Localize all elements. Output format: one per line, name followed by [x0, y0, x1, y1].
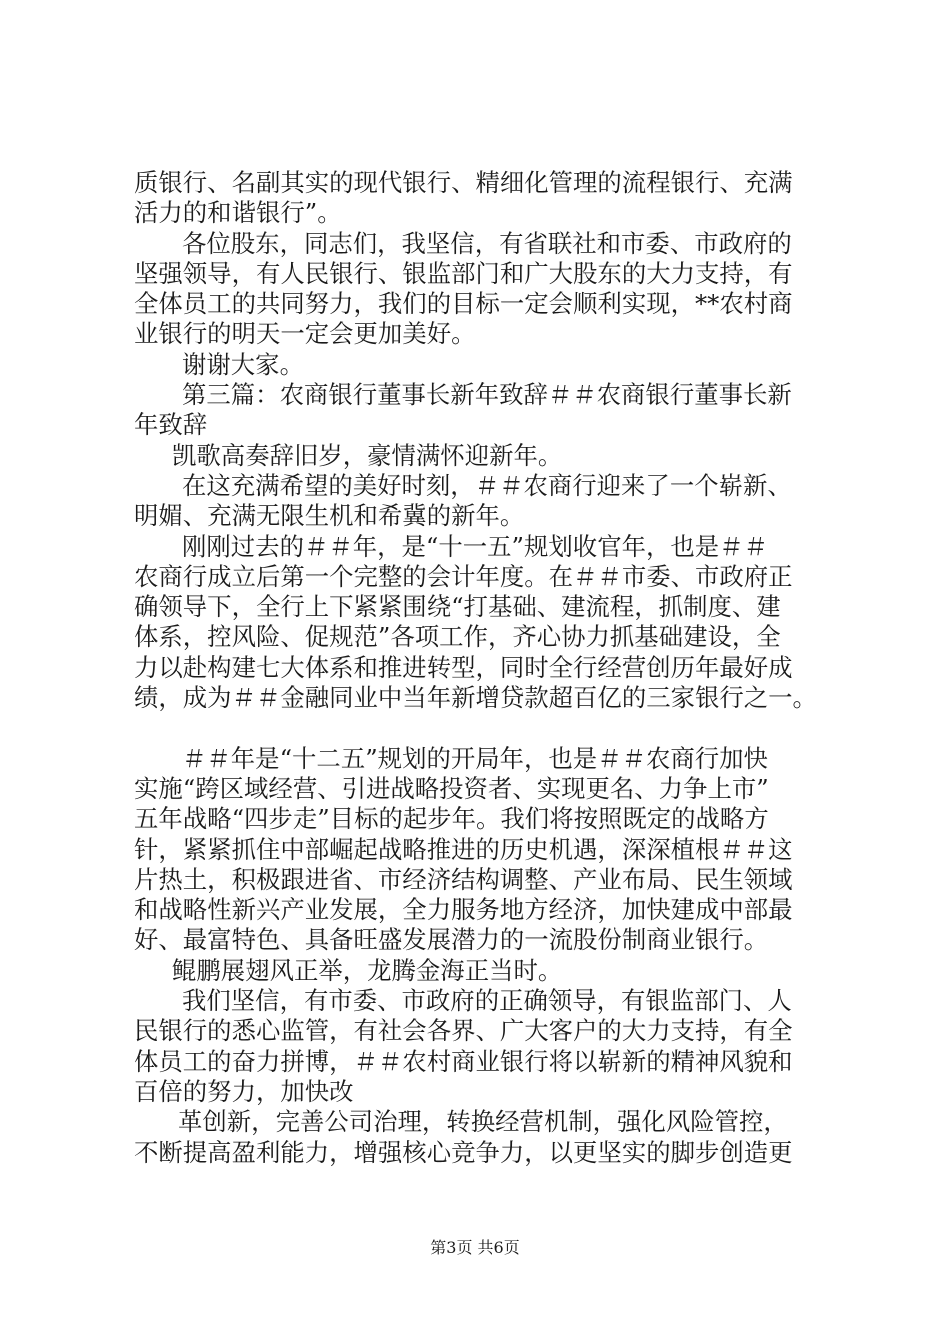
- text-line: 活力的和谐银行”。: [134, 198, 342, 228]
- text-line: 好、最富特色、具备旺盛发展潜力的一流股份制商业银行。: [134, 925, 769, 955]
- text-line: 不断提高盈利能力，增强核心竞争力，以更坚实的脚步创造更: [134, 1137, 793, 1167]
- text-line: 绩，成为＃＃金融同业中当年新增贷款超百亿的三家银行之一。: [134, 683, 817, 713]
- page-number-footer: 第3页 共6页: [430, 1238, 520, 1257]
- text-line: 各位股东，同志们，我坚信，有省联社和市委、市政府的: [182, 228, 792, 258]
- text-line: 民银行的悉心监管，有社会各界、广大客户的大力支持，有全: [134, 1016, 793, 1046]
- text-line: 坚强领导，有人民银行、银监部门和广大股东的大力支持，有: [134, 258, 793, 288]
- document-body: [134, 168, 834, 1168]
- text-line: 革创新，完善公司治理，转换经营机制，强化风险管控，: [178, 1107, 788, 1137]
- text-line: 和战略性新兴产业发展，全力服务地方经济，加快建成中部最: [134, 895, 793, 925]
- section-heading-line: 第三篇：农商银行董事长新年致辞＃＃农商银行董事长新: [182, 380, 792, 410]
- text-line: 明媚、充满无限生机和希冀的新年。: [134, 501, 525, 531]
- text-line: 刚刚过去的＃＃年，是“十一五”规划收官年，也是＃＃: [182, 531, 768, 561]
- text-line: 农商行成立后第一个完整的会计年度。在＃＃市委、市政府正: [134, 561, 793, 591]
- text-line: 体系，控风险、促规范”各项工作，齐心协力抓基础建设，全: [134, 622, 781, 652]
- text-line: 凯歌高奏辞旧岁，豪情满怀迎新年。: [172, 440, 563, 470]
- text-line: 质银行、名副其实的现代银行、精细化管理的流程银行、充满: [134, 168, 793, 197]
- text-line: 五年战略“四步走”目标的起步年。我们将按照既定的战略方: [134, 804, 769, 834]
- text-line: 体员工的奋力拼博，＃＃农村商业银行将以崭新的精神风貌和: [134, 1046, 793, 1076]
- text-line: 针，紧紧抓住中部崛起战略推进的历史机遇，深深植根＃＃这: [134, 834, 793, 864]
- text-line: 百倍的努力，加快改: [134, 1076, 354, 1106]
- text-line: 在这充满希望的美好时刻，＃＃农商行迎来了一个崭新、: [182, 470, 792, 500]
- text-line: 鲲鹏展翅风正举，龙腾金海正当时。: [172, 955, 563, 985]
- section-heading-line: 年致辞: [134, 410, 208, 440]
- text-line: ＃＃年是“十二五”规划的开局年，也是＃＃农商行加快: [182, 743, 768, 773]
- blank-line: [134, 713, 834, 743]
- text-line: 片热土，积极跟进省、市经济结构调整、产业布局、民生领域: [134, 864, 793, 894]
- text-line: 确领导下，全行上下紧紧围绕“打基础、建流程，抓制度、建: [134, 592, 781, 622]
- text-line: 力以赴构建七大体系和推进转型，同时全行经营创历年最好成: [134, 652, 793, 682]
- text-line: 实施“跨区域经营、引进战略投资者、实现更名、力争上市”: [134, 773, 769, 803]
- text-line: 业银行的明天一定会更加美好。: [134, 319, 476, 349]
- text-line: 谢谢大家。: [182, 349, 304, 379]
- text-line: 全体员工的共同努力，我们的目标一定会顺利实现，**农村商: [134, 289, 793, 319]
- text-line: 我们坚信，有市委、市政府的正确领导，有银监部门、人: [182, 986, 792, 1016]
